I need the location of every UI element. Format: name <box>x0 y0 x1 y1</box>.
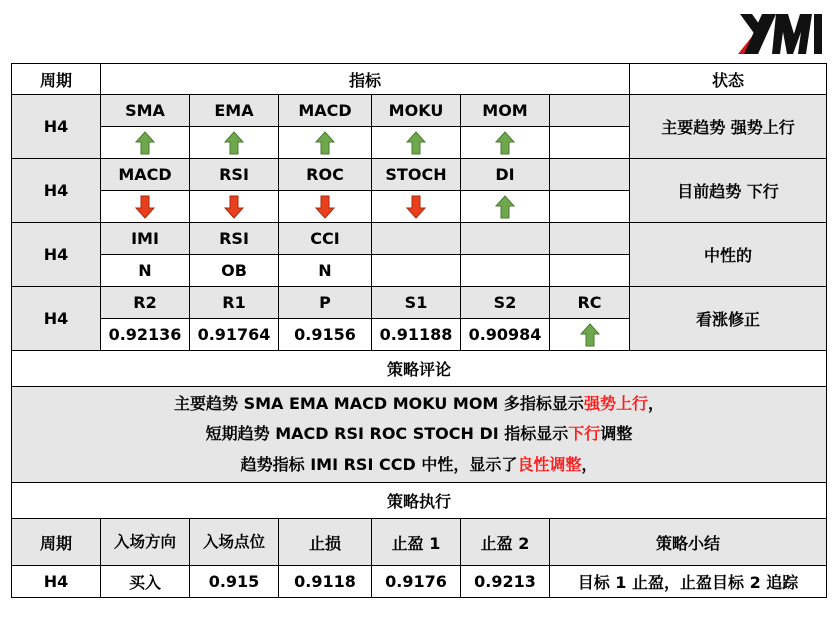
indicator-label: SMA <box>101 95 190 127</box>
execution-row <box>12 566 827 598</box>
period-cell: H4 <box>12 287 101 351</box>
indicator-label: CCI <box>279 223 372 255</box>
execution-title-row <box>12 483 827 519</box>
exec-header: 止盈 1 <box>372 519 461 566</box>
indicator-label: RSI <box>190 223 279 255</box>
pivot-value: 0.9156 <box>279 319 372 351</box>
execution-header-row <box>12 519 827 566</box>
period-cell: H4 <box>12 95 101 159</box>
arrow-cell <box>550 127 630 159</box>
arrow-cell <box>190 127 279 159</box>
status-cell: 看涨修正 <box>630 287 827 351</box>
arrow-up-icon <box>580 323 600 347</box>
exec-header: 入场点位 <box>190 519 279 566</box>
pivot-label: S1 <box>372 287 461 319</box>
comment-title-row <box>12 351 827 387</box>
exec-value: 0.9213 <box>461 566 550 598</box>
arrow-down-icon <box>224 195 244 219</box>
pivot-label: R1 <box>190 287 279 319</box>
exec-header: 策略小结 <box>550 519 827 566</box>
comment-highlight: 良性调整 <box>517 454 582 474</box>
indicator-label: IMI <box>101 223 190 255</box>
arrow-cell <box>101 191 190 223</box>
indicator-value: N <box>279 255 372 287</box>
indicator-label <box>461 223 550 255</box>
indicator-label: MACD <box>101 159 190 191</box>
exec-header: 止盈 2 <box>461 519 550 566</box>
arrow-up-icon <box>406 131 426 155</box>
arrow-down-icon <box>315 195 335 219</box>
header-indicator: 指标 <box>101 64 630 95</box>
comment-highlight: 下行 <box>568 424 601 444</box>
arrow-cell <box>461 191 550 223</box>
pivot-value: 0.91764 <box>190 319 279 351</box>
trend-row-2-labels <box>12 159 827 191</box>
arrow-cell <box>190 191 279 223</box>
comment-line-1: 主要趋势 SMA EMA MACD MOKU MOM 多指标显示强势上行， <box>174 393 664 413</box>
xm-logo <box>738 10 824 56</box>
indicator-label <box>550 95 630 127</box>
arrow-cell <box>279 191 372 223</box>
exec-value: 买入 <box>101 566 190 598</box>
rc-arrow-cell <box>550 319 630 351</box>
indicator-value <box>461 255 550 287</box>
arrow-up-icon <box>224 131 244 155</box>
status-cell: 目前趋势 下行 <box>630 159 827 223</box>
indicator-label: EMA <box>190 95 279 127</box>
comment-line-2: 短期趋势 MACD RSI ROC STOCH DI 指标显示下行调整 <box>205 424 633 444</box>
pivot-value: 0.91188 <box>372 319 461 351</box>
arrow-cell <box>372 191 461 223</box>
pivot-value: 0.92136 <box>101 319 190 351</box>
arrow-cell <box>101 127 190 159</box>
indicator-value <box>550 255 630 287</box>
arrow-up-icon <box>315 131 335 155</box>
header-row <box>12 64 827 95</box>
pivot-label: P <box>279 287 372 319</box>
arrow-down-icon <box>135 195 155 219</box>
arrow-cell <box>279 127 372 159</box>
arrow-up-icon <box>495 131 515 155</box>
arrow-up-icon <box>135 131 155 155</box>
execution-title: 策略执行 <box>12 483 827 519</box>
pivot-label: R2 <box>101 287 190 319</box>
indicator-label <box>372 223 461 255</box>
arrow-cell <box>372 127 461 159</box>
indicator-value <box>372 255 461 287</box>
indicator-value: N <box>101 255 190 287</box>
period-cell: H4 <box>12 159 101 223</box>
status-cell: 中性的 <box>630 223 827 287</box>
arrow-down-icon <box>406 195 426 219</box>
arrow-up-icon <box>495 195 515 219</box>
comment-highlight: 强势上行 <box>583 393 648 413</box>
exec-value: 目标 1 止盈，止盈目标 2 追踪 <box>550 566 827 598</box>
arrow-cell <box>550 191 630 223</box>
exec-header: 周期 <box>12 519 101 566</box>
trend-row-1-labels <box>12 95 827 127</box>
header-status: 状态 <box>630 64 827 95</box>
indicator-label: MOKU <box>372 95 461 127</box>
exec-value: 0.9176 <box>372 566 461 598</box>
indicator-label <box>550 159 630 191</box>
indicator-label: DI <box>461 159 550 191</box>
comment-line-3: 趋势指标 IMI RSI CCD 中性，显示了良性调整， <box>240 454 598 474</box>
indicator-label: ROC <box>279 159 372 191</box>
exec-header: 止损 <box>279 519 372 566</box>
indicator-label: MACD <box>279 95 372 127</box>
analysis-table <box>11 63 827 598</box>
arrow-cell <box>461 127 550 159</box>
pivot-value: 0.90984 <box>461 319 550 351</box>
indicator-value: OB <box>190 255 279 287</box>
indicator-label: MOM <box>461 95 550 127</box>
period-cell: H4 <box>12 223 101 287</box>
pivot-label: S2 <box>461 287 550 319</box>
comment-text <box>12 387 827 483</box>
header-period: 周期 <box>12 64 101 95</box>
exec-value: 0.9118 <box>279 566 372 598</box>
indicator-label: RSI <box>190 159 279 191</box>
indicator-label: STOCH <box>372 159 461 191</box>
comment-row <box>12 387 827 483</box>
neutral-row-labels <box>12 223 827 255</box>
exec-value: H4 <box>12 566 101 598</box>
exec-header: 入场方向 <box>101 519 190 566</box>
comment-title: 策略评论 <box>12 351 827 387</box>
exec-value: 0.915 <box>190 566 279 598</box>
status-cell: 主要趋势 强势上行 <box>630 95 827 159</box>
pivot-row-labels <box>12 287 827 319</box>
pivot-label: RC <box>550 287 630 319</box>
indicator-label <box>550 223 630 255</box>
